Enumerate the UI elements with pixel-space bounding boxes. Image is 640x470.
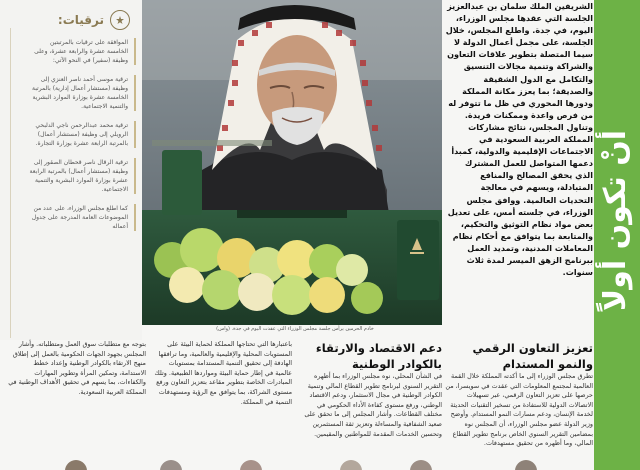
column-text: تطرق مجلس الوزراء إلى ما أكدته المملكة خلال القمة العالمية لمجتمع المعلومات التي عقدت في سويسرا، من حرصها على تعزيز التعاون الرقمي، عبر تسهيلات الاتصالات الدولية للاستفادة من تسخير التقنيات الحديثة لخدمة الإنسان، ودعم مسارات النمو المستدام. وأوضح وزير الدولة عضو مجلس الوزراء، أن المجلس نوه بمضامين التقرير السنوي الخاص برنامج تطوير القطاع المالي، وما أظهره من تحقيق مستهدفات.: [445, 372, 593, 448]
bottom-column: [6, 340, 146, 470]
bottom-column: [445, 340, 593, 470]
decorative-circle-icon: [240, 460, 262, 470]
sidebar-list: [28, 38, 136, 241]
column-heading: تعزيز التعاون الرقمي والنمو المستدام: [472, 341, 593, 371]
sidebar-item: ترقية الرقال ناصر قحطان الصقور إلى وظيفة (مستشار أعمال) بالمرتبة الرابعة عشرة بوزارة الموارد البشرية والتنمية الاجتماعية.: [28, 158, 136, 194]
bottom-column: [297, 340, 442, 470]
sidebar-item: كما اطلع مجلس الوزراء، على عدد من الموضوعات العامة المدرجة على جدول أعماله: [28, 204, 136, 231]
column-text: في الشأن المحلي، نوه مجلس الوزراء بما أظهره التقرير السنوي لبرنامج تطوير القطاع المالي وتنمية الكوادر الوطنية في مجال الاستثمار، ودعم الاقتصاد الوطني، ورفع مستوى كفاءة الأداء الحكومي في مختلف القطاعات. وأشار المجلس إلى ما تحقق على صعيد الشفافية والمساءلة وتعزيز ثقة المستثمرين وتحسين الخدمات المقدمة للمواطنين والمقيمين.: [304, 372, 442, 438]
sidebar-divider: [10, 28, 25, 338]
decorative-circle-icon: [340, 460, 362, 470]
bottom-column: [150, 340, 292, 470]
decorative-circle-icon: [410, 460, 432, 470]
bottom-section: [0, 340, 594, 470]
promotions-sidebar: [0, 0, 142, 340]
sidebar-item: ترقية محمد عبدالرحمن ناجي الدلبحي الرويلي إلى وظيفة (مستشار أعمال) بالمرتبة الرابعة عشرة بوزارة التجارة.: [28, 121, 136, 148]
sidebar-item: ترقية موسى أحمد ناصر العنزي إلى وظيفة (مستشار أعمال إدارية) بالمرتبة الخامسة عشرة بوزارة الموارد البشرية والتنمية الاجتماعية.: [28, 75, 136, 111]
main-photo: [142, 0, 442, 325]
decorative-circle-icon: [65, 460, 87, 470]
badge-icon: [110, 10, 130, 30]
column-text: بتوجه مع متطلبات سوق العمل ومتطلباته. وأشار المجلس بجهود الجهات الحكومية بالعمل إلى إطلاق منهج الارتقاء بالكوادر الوطنية وإعداد خطط الاستدامة، وتمكين المرأة وتطوير المهارات والكفاءات، بما يسهم في تحقيق الأهداف الوطنية في المملكة العربية السعودية.: [8, 340, 146, 396]
photo-caption: خادم الحرمين يرأس جلسة مجلس الوزراء التي عقدت اليوم في جدة. (واس): [216, 326, 374, 332]
sidebar-item: الموافقة على ترقيات بالمرتبتين الخامسة عشرة والرابعة عشرة، وعلى وظيفة (سفير) في النحو الآتي:: [28, 38, 136, 65]
sidebar-header: [30, 8, 130, 32]
section-title-text: أنْ تكون أولاً: [598, 129, 634, 311]
column-text: باعتبارها التي تحتاجها المملكة لحماية البيئة على المستويات المحلية والإقليمية والعالمية، وما ترافقها الهادفة إلى تحقيق التنمية المستدامة بمستويات عالمية في إطار حماية البيئة ومواردها الطبيعية. وتلك المبادرات الخاصة بتطوير مقاعد بتعزيز التعاون ورفع مستوى الشراكة، بما يتوافق مع الرؤية ومستهدفات التنمية في المملكة.: [154, 340, 292, 406]
photo-illustration: [142, 0, 442, 325]
decorative-circles-row: [0, 460, 594, 470]
lead-article-column: [445, 0, 593, 330]
column-heading: دعم الاقتصاد والارتقاء بالكوادر الوطنية: [315, 341, 442, 371]
lead-article-text: الشريفين الملك سلمان بن عبدالعزيز الجلسة التي عقدها مجلس الوزراء، اليوم، في جدة. واطلع المجلس، خلال الجلسة، على مجمل أعمال الدولة لا سيما المتصلة بتطوير علاقات التعاون والشراكة وتنمية مجالات التنسيق والتكامل مع الدول الشقيقة والصديقة؛ بما يعزز مكانة المملكة ودورها المحوري في ظل ما تتوفر له من فرص واعدة وممكنات فريدة. وتناول المجلس، نتائج مشاركات المملكة العربية السعودية في الاجتماعات الإقليمية والدولية، كمبدأ دعمها المتواصل للعمل المشترك الذي يحقق المصالح والمنافع المتبادلة، ويسهم في معالجة التحديات العالمية. ووافق مجلس الوزراء، في جلسته أمس، على تعديل بعض مواد نظام التوثيق والتحكيم، والمتابعة بما يتوافق مع أحكام نظام المعاملات المدنية، وتمديد العمل ببرنامج الزهق الميسر لمدة ثلاث سنوات.: [445, 1, 593, 278]
decorative-circle-icon: [160, 460, 182, 470]
sidebar-title: ترقيات:: [57, 13, 104, 27]
decorative-circle-icon: [515, 460, 537, 470]
section-title: [596, 90, 636, 350]
